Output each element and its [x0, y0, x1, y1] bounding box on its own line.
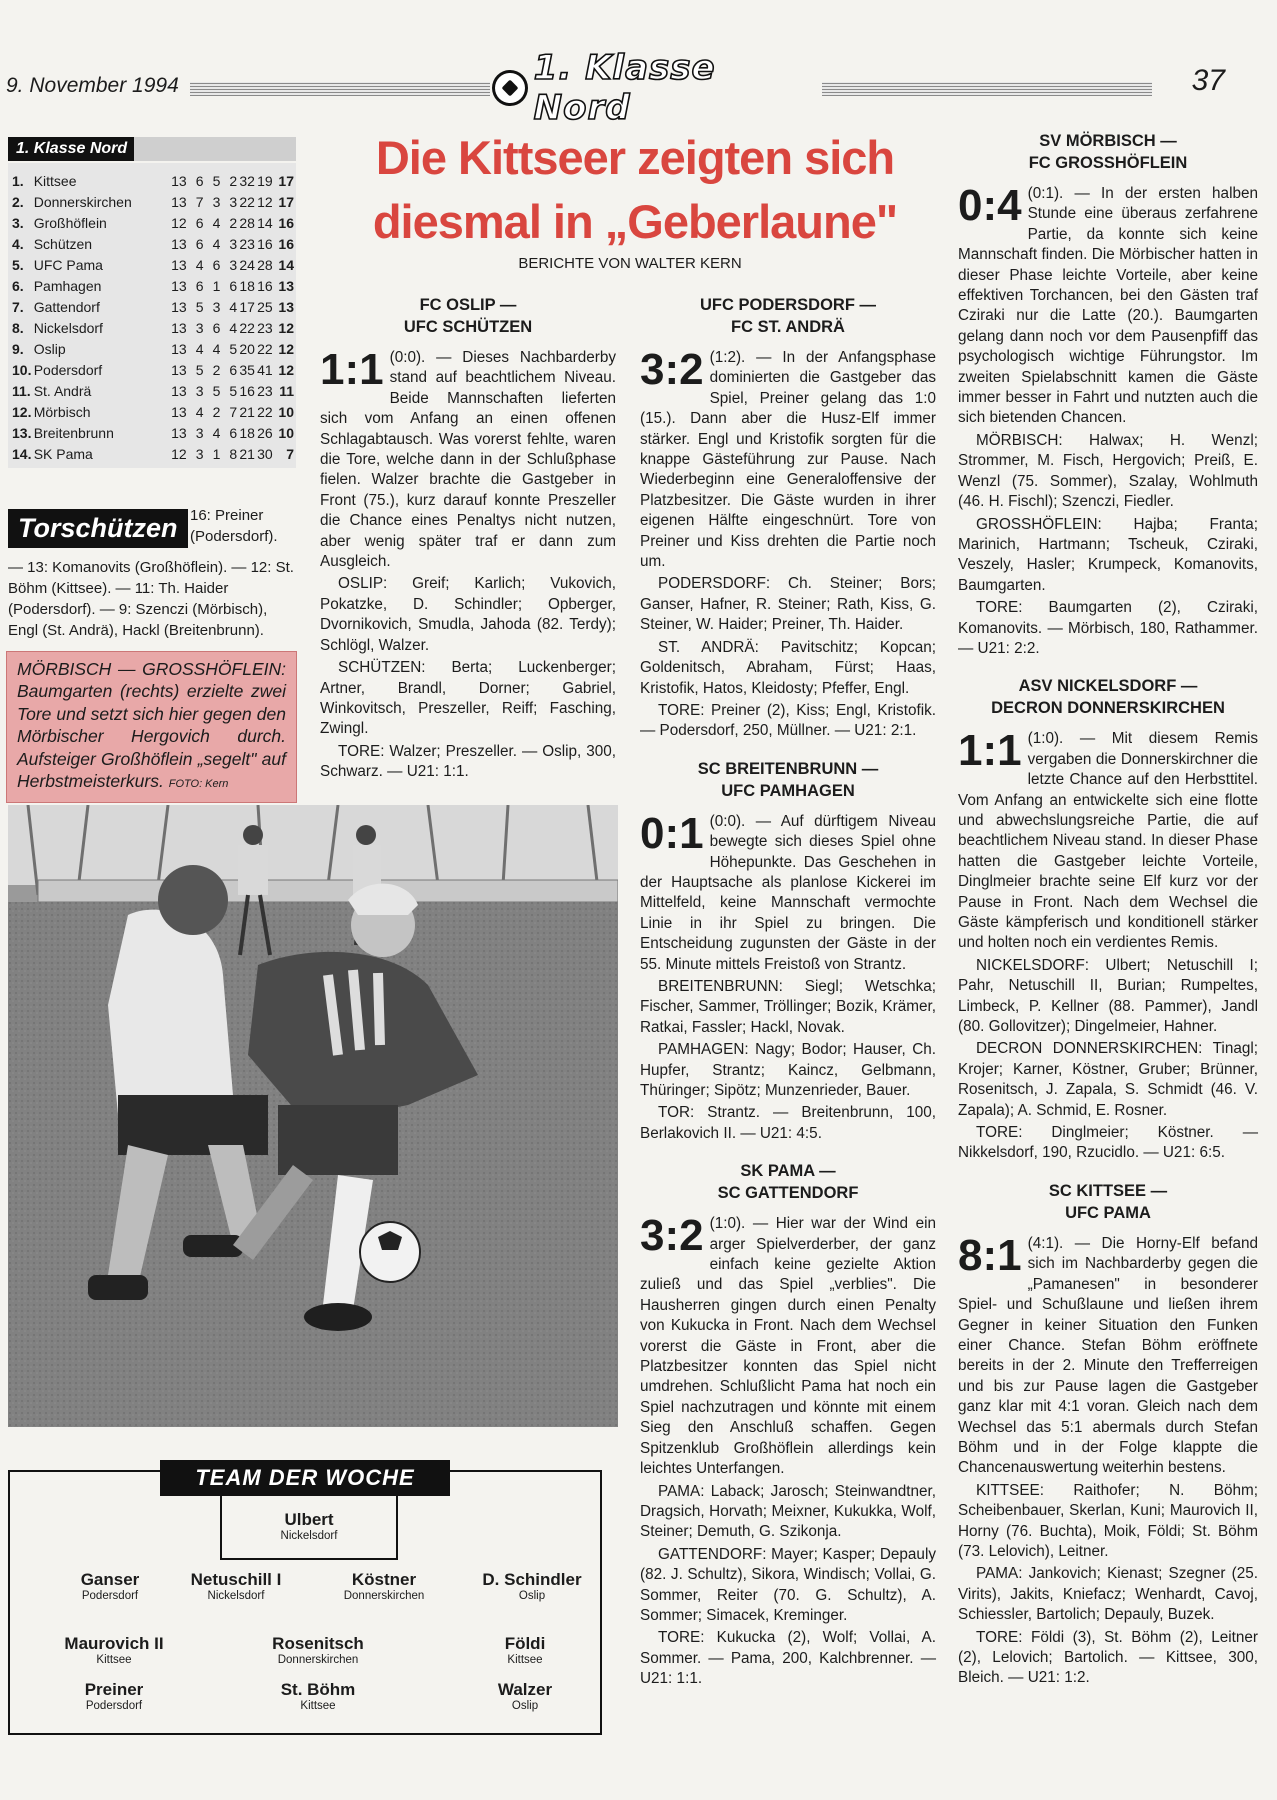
standings-points: 12: [278, 320, 294, 336]
score: 0:4: [958, 181, 1022, 230]
standings-points: 11: [279, 383, 294, 399]
standings-w: 5: [195, 362, 204, 378]
standings-w: 4: [195, 257, 204, 273]
standings-g: 13: [171, 278, 187, 294]
standings-g: 13: [171, 257, 187, 273]
standings-d: 5: [212, 383, 221, 399]
article-pama: SK PAMA — SC GATTENDORF 3:2 (1:0). — Hier war der Wind ein arger Spielverderber, der ganz einfach keine gezielte Aktion zuließ und das Spiel „verblies". Die Hausherren gingen durch einen Penalty von Kukucka in Front. Nach dem Wechsel vorerst die Gäste in Front, aber die Platzbesitzer konnten das Spiel nicht umdrehen. Schlußlicht Pama hat noch ein Spiel nachzutragen und könnte mit einem Sieg den Anschluß schaffen. Gegen Spitzenklub Großhöflein allerdings kein leichtes Unterfangen. PAMA: Laback; Jarosch; Steinwandtner, Dragsich, Horvath; Meixner, Kukukka, Wolf, Steiner; Demuth, G. Szikonja. GATTENDORF: Mayer; Kasper; Depauly (82. J. Schultz), Sikora, Windisch; Vollai, G. Sommer, Reiter (70. G. Schultz), A. Sommer; Simacek, Kreminger. TORE: Kukucka (2), Wolf; Vollai, A. Sommer. — Pama, 200, Kalchbrenner. — U21: 1:1.: [640, 1160, 936, 1689]
standings-row: [12, 360, 294, 381]
standings-gf: 23: [239, 236, 255, 252]
standings-d: 2: [212, 404, 221, 420]
article-podersdorf: UFC PODERSDORF — FC ST. ANDRÄ 3:2 (1:2). — In der Anfangsphase dominierten die Gastgeber das Spiel, Preiner gelang das 1:0 (15.). Dann aber die Husz-Elf immer stärker. Engl und Kristofik sorgten für die knappe Gästeführung zur Pause. Nach Wiederbeginn eine Generaloffensive der Platzbesitzer. Die Gäste wurden in ihrer eigenen Hälfte eingeschnürt. Tore von Preiner und Kiss drehten die Partie noch um. PODERSDORF: Ch. Steiner; Bors; Ganser, Hafner, R. Steiner; Rath, Kiss, G. Steiner, W. Haider; Preiner, Th. Haider. ST. ANDRÄ: Pavitschitz; Kopcan; Goldenitsch, Abraham, Fürst; Haas, Kristofik, Hatos, Kleidosty; Pfeffer, Engl. TORE: Preiner (2), Kiss; Engl, Kristofik. — Podersdorf, 250, Müllner. — U21: 2:1.: [640, 294, 936, 742]
player-slot: Ganser Podersdorf: [80, 1570, 140, 1602]
standings-row: [12, 171, 294, 192]
lineup: PAMA: Jankovich; Kienast; Szegner (25. Virits), Jakits, Kniefacz; Wenhardt, Cavoj, Schiessler, Bartolich; Depauly, Buzek.: [958, 1565, 1258, 1624]
standings-ga: 26: [257, 425, 273, 441]
score: 8:1: [958, 1230, 1022, 1280]
standings-team: Kittsee: [33, 173, 77, 189]
standings-title-bar: [134, 137, 296, 161]
standings-row: [12, 213, 294, 234]
standings-w: 6: [195, 173, 204, 189]
standings-l: 5: [229, 383, 238, 399]
standings-row: [12, 423, 294, 444]
standings-ga: 28: [257, 257, 273, 273]
match-report: (1:2). — In der Anfangsphase dominierten die Gastgeber das Spiel, Preiner gelang das 1:0 (15.). Dann aber die Husz-Elf immer stärker. Engl und Kristofik sorgten für die knappe Gästeführung zur Pause. Nach Wiederbeginn eine Generaloffensive der Platzbesitzer. Die Gäste wurden in ihrer eigenen Hälfte eingeschnürt. Tore von Preiner und Kiss drehten die Partie noch um.: [640, 349, 936, 571]
team-of-week-title: TEAM DER WOCHE: [160, 1460, 450, 1496]
header-rule-right: [822, 82, 1152, 96]
standings-rank: 4.: [12, 236, 24, 252]
section-title-text: 1. Klasse Nord: [533, 48, 716, 128]
standings-ga: 25: [257, 299, 273, 315]
standings-row: [12, 381, 294, 402]
standings-rank: 8.: [12, 320, 24, 336]
standings-points: 7: [286, 446, 294, 462]
article-kittsee: SC KITTSEE — UFC PAMA 8:1 (4:1). — Die Horny-Elf befand sich im Nachbarderby gegen die „Pamanesen" in besonderer Spiel- und Schußlaune und ließen ihrem Gegner in keiner Situation den Funken einer Chance. Stefan Böhm eröffnete bereits in der 2. Minute den Trefferreigen und bis zur Pause lagen die Gastgeber ganz klar mit 4:1 voran. Gleich nach dem Wechsel das 5:1 abermals durch Stefan Böhm und in der Folge klappte die Chancenauswertung weiterhin bestens. KITTSEE: Raithofer; N. Böhm; Scheibenbauer, Skerlan, Kuni; Maurovich II, Horny (76. Buchta), Moik, Földi; St. Böhm (73. Lelovich), Leitner. PAMA: Jankovich; Kienast; Szegner (25. Virits), Jakits, Kniefacz; Wenhardt, Cavoj, Schiessler, Bartolich; Depauly, Buzek. TORE: Földi (3), St. Böhm (2), Leitner (2), Lelovich; Bartolich. — Kittsee, 300, Bleich. — U21: 1:2.: [958, 1180, 1258, 1689]
standings-points: 12: [278, 362, 294, 378]
standings-gf: 28: [239, 215, 255, 231]
standings-team: Pamhagen: [33, 278, 102, 294]
goals-line: TOR: Strantz. — Breitenbrunn, 100, Berlakovich II. — U21: 4:5.: [640, 1104, 936, 1142]
byline: BERICHTE VON WALTER KERN: [518, 255, 742, 272]
score: 0:1: [640, 808, 704, 858]
score: 1:1: [320, 345, 384, 394]
scorers-list: — 13: Komanovits (Großhöflein). — 12: St. Böhm (Kittsee). — 11: Th. Haider (Podersdorf). — 9: Szenczi (Mörbisch), Engl (St. Andrä), Hackl (Breitenbrunn).: [8, 559, 294, 639]
standings-ga: 30: [257, 446, 273, 462]
standings-rank: 10.: [12, 362, 32, 378]
standings-points: 12: [278, 341, 294, 357]
column-2: [640, 294, 936, 1692]
standings-rank: 1.: [12, 173, 24, 189]
standings-l: 7: [229, 404, 238, 420]
player-slot: Rosenitsch Donnerskirchen: [272, 1634, 364, 1666]
football-icon: [492, 70, 528, 106]
lineup: PODERSDORF: Ch. Steiner; Bors; Ganser, Hafner, R. Steiner; Rath, Kiss, G. Steiner, W. Haider; Preiner, Th. Haider.: [640, 575, 936, 634]
standings-l: 6: [229, 278, 238, 294]
standings-g: 13: [171, 425, 187, 441]
standings-row: [12, 318, 294, 339]
standings-ga: 16: [257, 236, 273, 252]
match-report: (1:0). — Mit diesem Remis vergaben die Donnerskirchner die letzte Chance auf den Herbsttitel. Vom Anfang an entwickelte sich eine flotte und abwechslungsreiche Partie, die auf beachtlichem Niveau stand. In dieser Phase hatten die Gastgeber leichte Vorteile, Dinglmeier brachte seine Elf kurz vor der Pause in Front. Nach dem Wechsel die Gäste kämpferisch und konditionell stärker und holten noch ein verdientes Remis.: [958, 730, 1258, 952]
headline: [365, 126, 905, 254]
page-number: 37: [1191, 64, 1225, 97]
standings-team: Nickelsdorf: [33, 320, 103, 336]
standings-w: 3: [195, 425, 204, 441]
standings-points: 10: [278, 425, 294, 441]
standings-ga: 22: [257, 404, 273, 420]
standings-row: [12, 402, 294, 423]
standings-gf: 32: [239, 173, 255, 189]
scorers-text: [8, 505, 298, 641]
standings-w: 5: [195, 299, 204, 315]
standings-points: 13: [278, 278, 294, 294]
standings-g: 13: [171, 173, 187, 189]
standings-team: Mörbisch: [33, 404, 91, 420]
standings-rank: 3.: [12, 215, 24, 231]
match-photo: [8, 805, 618, 1427]
standings-g: 13: [171, 299, 187, 315]
scorers-top: 16: Preiner (Podersdorf).: [190, 507, 278, 545]
standings-w: 7: [195, 194, 204, 210]
standings-w: 3: [195, 320, 204, 336]
header-rule-left: [190, 82, 490, 96]
standings-w: 4: [195, 341, 204, 357]
standings-gf: 35: [239, 362, 255, 378]
standings-d: 4: [212, 341, 221, 357]
match-report: (0:0). — Auf dürftigem Niveau bewegte sich dieses Spiel ohne Höhepunkte. Das Geschehen in der Hauptsache als planlose Kickerei im Mittelfeld, keine Mannschaft vermochte Linie in ihr Spiel zu bringen. Die Entscheidung zugunsten der Gäste in der 55. Minute mittels Freistoß von Strantz.: [640, 812, 936, 973]
standings-rank: 11.: [12, 383, 31, 399]
standings-row: [12, 192, 294, 213]
column-3: [958, 130, 1258, 1691]
standings-l: 6: [229, 362, 238, 378]
standings-l: 4: [229, 320, 238, 336]
standings-rank: 12.: [12, 404, 32, 420]
player-slot: Köstner Donnerskirchen: [343, 1570, 425, 1602]
standings-team: St. Andrä: [33, 383, 92, 399]
standings-ga: 19: [257, 173, 273, 189]
standings-w: 6: [195, 215, 204, 231]
goals-line: TORE: Dinglmeier; Köstner. — Nikkelsdorf, 190, Rzucidlo. — U21: 6:5.: [958, 1124, 1258, 1162]
standings-row: [12, 297, 294, 318]
standings-l: 2: [229, 215, 238, 231]
standings-points: 10: [278, 404, 294, 420]
standings-l: 2: [229, 173, 238, 189]
score: 1:1: [958, 726, 1022, 776]
player-slot: Ulbert Nickelsdorf: [280, 1510, 338, 1542]
standings-l: 3: [229, 236, 238, 252]
goals-line: TORE: Walzer; Preszeller. — Oslip, 300, Schwarz. — U21: 1:1.: [320, 742, 616, 781]
lineup: PAMA: Laback; Jarosch; Steinwandtner, Dragsich, Horvath; Meixner, Kukukka, Wolf, Steiner; Demuth, G. Szikonja.: [640, 1482, 936, 1541]
lineup: MÖRBISCH: Halwax; H. Wenzl; Strommer, M. Fisch, Hergovich; Preiß, E. Wenzl (75. Sommer), Szalay, Wohlmuth (46. H. Fischl); Szenczi, Fiedler.: [958, 431, 1258, 511]
standings-d: 4: [212, 425, 221, 441]
standings-ga: 16: [257, 278, 273, 294]
standings-team: Podersdorf: [33, 362, 103, 378]
headline-line-1: Die Kittseer zeigten sich: [375, 131, 895, 184]
standings-team: UFC Pama: [33, 257, 103, 273]
standings-team: Oslip: [33, 341, 66, 357]
match-report: (1:0). — Hier war der Wind ein arger Spielverderber, der ganz einfach keine gezielte Aktion zuließ und das Spiel „verblies". Die Hausherren gingen durch einen Penalty von Kukucka in Front. Nach dem Wechsel vorerst die Gäste in Front, aber die Platzbesitzer konnten das Spiel nicht umdrehen. Schlußlicht Pama hat noch ein Spiel nachzutragen und könnte mit einem Sieg den Anschluß schaffen. Gegen Spitzenklub Großhöflein allerdings kein leichtes Unterfangen.: [640, 1215, 936, 1478]
standings-l: 4: [229, 299, 238, 315]
lineup: ST. ANDRÄ: Pavitschitz; Kopcan; Goldenitsch, Abraham, Fürst; Haas, Kristofik, Hatos, Kleidosty; Pfeffer, Engl.: [640, 638, 936, 697]
lineup: NICKELSDORF: Ulbert; Netuschill I; Pahr, Netuschill II, Burian; Rumpeltes, Limbeck, P. Kellner (88. Pammer), Jandl (80. Gollovitzer); Dingelmeier, Hahner.: [958, 956, 1258, 1036]
photo-credit: FOTO: Kern: [168, 778, 229, 791]
standings-l: 3: [229, 257, 238, 273]
standings-gf: 21: [239, 404, 255, 420]
photo-caption: [6, 651, 297, 803]
standings-gf: 22: [239, 194, 255, 210]
standings-rank: 13.: [12, 425, 32, 441]
scorers-title: Torschützen: [8, 509, 188, 548]
standings-rank: 7.: [12, 299, 24, 315]
player-slot: D. Schindler Oslip: [482, 1570, 582, 1602]
standings-g: 13: [171, 341, 187, 357]
standings-team: Gattendorf: [33, 299, 100, 315]
standings-d: 1: [212, 278, 221, 294]
standings-w: 6: [195, 236, 204, 252]
standings-d: 6: [212, 320, 221, 336]
standings-team: Großhöflein: [33, 215, 107, 231]
standings-points: 16: [278, 215, 294, 231]
standings-points: 13: [278, 299, 294, 315]
standings-w: 4: [195, 404, 204, 420]
score: 3:2: [640, 345, 704, 394]
standings-gf: 21: [239, 446, 255, 462]
standings-d: 4: [212, 236, 221, 252]
goals-line: TORE: Baumgarten (2), Cziraki, Komanovits. — Mörbisch, 180, Rathammer. — U21: 2:2.: [958, 599, 1258, 657]
standings-l: 6: [229, 425, 238, 441]
standings-w: 6: [195, 278, 204, 294]
standings-row: [12, 339, 294, 360]
standings-ga: 14: [257, 215, 273, 231]
standings-g: 13: [171, 404, 187, 420]
standings-gf: 16: [239, 383, 255, 399]
score: 3:2: [640, 1211, 704, 1261]
standings-row: [12, 444, 294, 465]
article-breitenbrunn: SC BREITENBRUNN — UFC PAMHAGEN 0:1 (0:0). — Auf dürftigem Niveau bewegte sich dieses Spiel ohne Höhepunkte. Das Geschehen in der Hauptsache als planlose Kickerei im Mittelfeld, keine Mannschaft vermochte Linie in ihr Spiel zu bringen. Die Entscheidung zugunsten der Gäste in der 55. Minute mittels Freistoß von Strantz. BREITENBRUNN: Siegl; Wetschka; Fischer, Sammer, Tröllinger; Bozik, Krämer, Ratkai, Fassler; Hackl, Novak. PAMHAGEN: Nagy; Bodor; Hauser, Ch. Hupfer, Strantz; Kaincz, Gelbmann, Thüringer; Sipötz; Munzenrieder, Bauer. TOR: Strantz. — Breitenbrunn, 100, Berlakovich II. — U21: 4:5.: [640, 758, 936, 1145]
standings-d: 3: [212, 194, 221, 210]
standings-g: 13: [171, 320, 187, 336]
standings-d: 2: [212, 362, 221, 378]
player-slot: Földi Kittsee: [504, 1634, 546, 1666]
standings-l: 5: [229, 341, 238, 357]
headline-line-2: diesmal in „Geberlaune": [372, 195, 898, 248]
standings-row: [12, 234, 294, 255]
goals-line: TORE: Földi (3), St. Böhm (2), Leitner (2), Lelovich; Bartolich. — Kittsee, 300, Bleich. — U21: 1:2.: [958, 1628, 1258, 1687]
lineup: OSLIP: Greif; Karlich; Vukovich, Pokatzke, D. Schindler; Opberger, Dvornikovich, Smudla, Jahoda (82. Terdy); Schlögl, Walzer.: [320, 575, 616, 654]
standings-ga: 23: [257, 383, 273, 399]
standings-gf: 20: [239, 341, 255, 357]
standings-w: 3: [195, 383, 204, 399]
lineup: SCHÜTZEN: Berta; Luckenberger; Artner, Brandl, Dorner; Gabriel, Winkovitsch, Preszeller, Reiff; Fasching, Zwingl.: [320, 659, 616, 738]
standings-rank: 14.: [12, 446, 32, 462]
lineup: PAMHAGEN: Nagy; Bodor; Hauser, Ch. Hupfer, Strantz; Kaincz, Gelbmann, Thüringer; Sipötz; Munzenrieder, Bauer.: [640, 1041, 936, 1099]
standings-team: Breitenbrunn: [33, 425, 114, 441]
standings-g: 13: [171, 362, 187, 378]
standings-team: SK Pama: [33, 446, 93, 462]
standings-gf: 22: [239, 320, 255, 336]
standings-g: 13: [171, 236, 187, 252]
match-report: (4:1). — Die Horny-Elf befand sich im Nachbarderby gegen die „Pamanesen" in besonderer Spiel- und Schußlaune und ließen ihrem Gegner in keiner Situation den Funken einer Chance. Stefan Böhm eröffnete bereits in der 2. Minute den Trefferreigen und bis zur Pause lagen die Gastgeber ganz klar mit 4:1 voran. Gleich nach dem Wechsel das 5:1 abermals durch Stefan Böhm und in der Folge klappte die Chancenauswertung weiterhin bestens.: [958, 1234, 1258, 1477]
goals-line: TORE: Preiner (2), Kiss; Engl, Kristofik. — Podersdorf, 250, Müllner. — U21: 2:1.: [640, 701, 936, 740]
standings-team: Donnerskirchen: [33, 194, 132, 210]
standings-ga: 22: [257, 341, 273, 357]
standings-g: 12: [171, 446, 187, 462]
match-report: (0:0). — Dieses Nachbarderby stand auf beachtlichem Niveau. Beide Mannschaften lieferten sich vom Anfang an einen offenen Schlagabtausch. Was vorerst fehlte, waren die Tore, welche dann in der Schlußphase fielen. Walzer brachte die Gastgeber in Front (75.), kurz darauf konnte Preszeller die Chance eines Penaltys nicht nutzen, aber wenig später traf er dann zum Ausgleich.: [320, 349, 616, 571]
article-oslip: FC OSLIP — UFC SCHÜTZEN 1:1 (0:0). — Dieses Nachbarderby stand auf beachtlichem Niveau. Beide Mannschaften lieferten sich vom Anfang an einen offenen Schlagabtausch. Was vorerst fehlte, waren die Tore, welche dann in der Schlußphase fielen. Walzer brachte die Gastgeber in Front (75.), kurz darauf konnte Preszeller die Chance eines Penaltys nicht nutzen, aber wenig später traf er dann zum Ausgleich. OSLIP: Greif; Karlich; Vukovich, Pokatzke, D. Schindler; Opberger, Dvornikovich, Smudla, Jahoda (82. Terdy); Schlögl, Walzer. SCHÜTZEN: Berta; Luckenberger; Artner, Brandl, Dorner; Gabriel, Winkovitsch, Preszeller, Reiff; Fasching, Zwingl. TORE: Walzer; Preszeller. — Oslip, 300, Schwarz. — U21: 1:1.: [320, 294, 616, 785]
standings-w: 3: [195, 446, 204, 462]
issue-date: 9. November 1994: [6, 74, 179, 97]
article-nickelsdorf: ASV NICKELSDORF — DECRON DONNERSKIRCHEN 1:1 (1:0). — Mit diesem Remis vergaben die Donnerskirchner die letzte Chance auf den Herbsttitel. Vom Anfang an entwickelte sich eine flotte und abwechslungsreiche Partie, die auf beachtlichem Niveau stand. In dieser Phase hatten die Gastgeber leichte Vorteile, Dinglmeier brachte seine Elf kurz vor der Pause in Front. Nach dem Wechsel die Gäste kämpferisch und konditionell stärker und holten noch ein verdientes Remis. NICKELSDORF: Ulbert; Netuschill I; Pahr, Netuschill II, Burian; Rumpeltes, Limbeck, P. Kellner (88. Pammer), Jandl (80. Gollovitzer); Dingelmeier, Hahner. DECRON DONNERSKIRCHEN: Tinagl; Krojer; Karner, Köstner, Gruber; Brünner, Rosenitsch, J. Zapala, S. Schmidt (46. V. Zapala); A. Schmid, E. Rosner. TORE: Dinglmeier; Köstner. — Nikkelsdorf, 190, Rzucidlo. — U21: 6:5.: [958, 675, 1258, 1164]
standings-g: 13: [171, 383, 187, 399]
standings-points: 14: [278, 257, 294, 273]
player-slot: Preiner Podersdorf: [84, 1680, 144, 1712]
standings-ga: 23: [257, 320, 273, 336]
standings-gf: 24: [239, 257, 255, 273]
standings-gf: 17: [239, 299, 255, 315]
standings-row: [12, 276, 294, 297]
lineup: KITTSEE: Raithofer; N. Böhm; Scheibenbauer, Skerlan, Kuni; Maurovich II, Horny (76. Buchta), Moik, Földi; St. Böhm (73. Lelovich), Leitner.: [958, 1481, 1258, 1560]
standings-d: 4: [212, 215, 221, 231]
lineup: DECRON DONNERSKIRCHEN: Tinagl; Krojer; Karner, Köstner, Gruber; Brünner, Rosenitsch, J. Zapala, S. Schmidt (46. V. Zapala); A. Schmid, E. Rosner.: [958, 1040, 1258, 1119]
standings-d: 6: [212, 257, 221, 273]
standings-rank: 6.: [12, 278, 24, 294]
goals-line: TORE: Kukucka (2), Wolf; Vollai, A. Sommer. — Pama, 200, Kalchbrenner. — U21: 1:1.: [640, 1629, 936, 1688]
standings-points: 17: [278, 194, 294, 210]
standings-title: 1. Klasse Nord: [8, 137, 135, 161]
player-slot: Netuschill I Nickelsdorf: [190, 1570, 282, 1602]
lineup: GROSSHÖFLEIN: Hajba; Franta; Marinich, Hartmann; Tscheuk, Cziraki, Veszely, Hasler; Krumpeck, Komanovits, Baumgarten.: [958, 515, 1258, 594]
article-moerbisch: SV MÖRBISCH — FC GROSSHÖFLEIN 0:4 (0:1). — In der ersten halben Stunde eine überaus zerfahrene Partie, da konnte sich keine Mannschaft finden. Die Mörbischer hatten in dieser Phase leichte Vorteile, aber keine effektiven Torchancen, bei den Gästen traf Cziraki nur die Latte (20.). Baumgarten gelang dann noch vor dem Pausenpfiff das psychologisch wichtige Führungstor. Im zweiten Spielabschnitt kamen die Gäste immer besser in Fahrt und nutzten auch die sich bietenden Chancen. MÖRBISCH: Halwax; H. Wenzl; Strommer, M. Fisch, Hergovich; Preiß, E. Wenzl (75. Sommer), Szalay, Wohlmuth (46. H. Fischl); Szenczi, Fiedler. GROSSHÖFLEIN: Hajba; Franta; Marinich, Hartmann; Tscheuk, Cziraki, Veszely, Hasler; Krumpeck, Komanovits, Baumgarten. TORE: Baumgarten (2), Cziraki, Komanovits. — Mörbisch, 180, Rathammer. — U21: 2:2.: [958, 130, 1258, 659]
player-slot: St. Böhm Kittsee: [280, 1680, 356, 1712]
standings-l: 8: [229, 446, 238, 462]
standings-d: 1: [212, 446, 221, 462]
standings-team: Schützen: [33, 236, 93, 252]
standings-rank: 9.: [12, 341, 24, 357]
lineup: BREITENBRUNN: Siegl; Wetschka; Fischer, Sammer, Tröllinger; Bozik, Krämer, Ratkai, Fassler; Hackl, Novak.: [640, 977, 936, 1036]
lineup: GATTENDORF: Mayer; Kasper; Depauly (82. J. Schultz), Sikora, Windisch; Vollai, G. Sommer, Reiter (70. G. Schultz), A. Sommer; Simacek, Kreminger.: [640, 1545, 936, 1624]
standings-ga: 12: [257, 194, 273, 210]
standings-table: [8, 163, 296, 468]
standings-g: 12: [171, 215, 187, 231]
standings-gf: 18: [239, 278, 255, 294]
standings-ga: 41: [257, 362, 273, 378]
standings-rank: 5.: [12, 257, 24, 273]
standings-points: 17: [278, 173, 294, 189]
section-title: [492, 48, 822, 128]
standings-d: 5: [212, 173, 221, 189]
standings-gf: 18: [239, 425, 255, 441]
match-report: (0:1). — In der ersten halben Stunde eine überaus zerfahrene Partie, da konnte sich keine Mannschaft finden. Die Mörbischer hatten in dieser Phase leichte Vorteile, aber keine effektiven Torchancen, bei den Gästen traf Cziraki nur die Latte (20.). Baumgarten gelang dann noch vor dem Pausenpfiff das psychologisch wichtige Führungstor. Im zweiten Spielabschnitt kamen die Gäste immer besser in Fahrt und nutzten auch die sich bietenden Chancen.: [958, 185, 1258, 427]
standings-points: 16: [278, 236, 294, 252]
standings-d: 3: [212, 299, 221, 315]
standings-rank: 2.: [12, 194, 24, 210]
player-slot: Walzer Oslip: [497, 1680, 553, 1712]
standings-l: 3: [229, 194, 238, 210]
caption-text: MÖRBISCH — GROSSHÖFLEIN: Baumgarten (rechts) erzielte zwei Tore und setzt sich hier gegen den Mörbischer Hergovich durch. Aufsteiger Großhöflein „segelt" auf Herbstmeisterkurs.: [17, 659, 286, 792]
player-slot: Maurovich II Kittsee: [64, 1634, 164, 1666]
standings-g: 13: [171, 194, 187, 210]
standings-row: [12, 255, 294, 276]
